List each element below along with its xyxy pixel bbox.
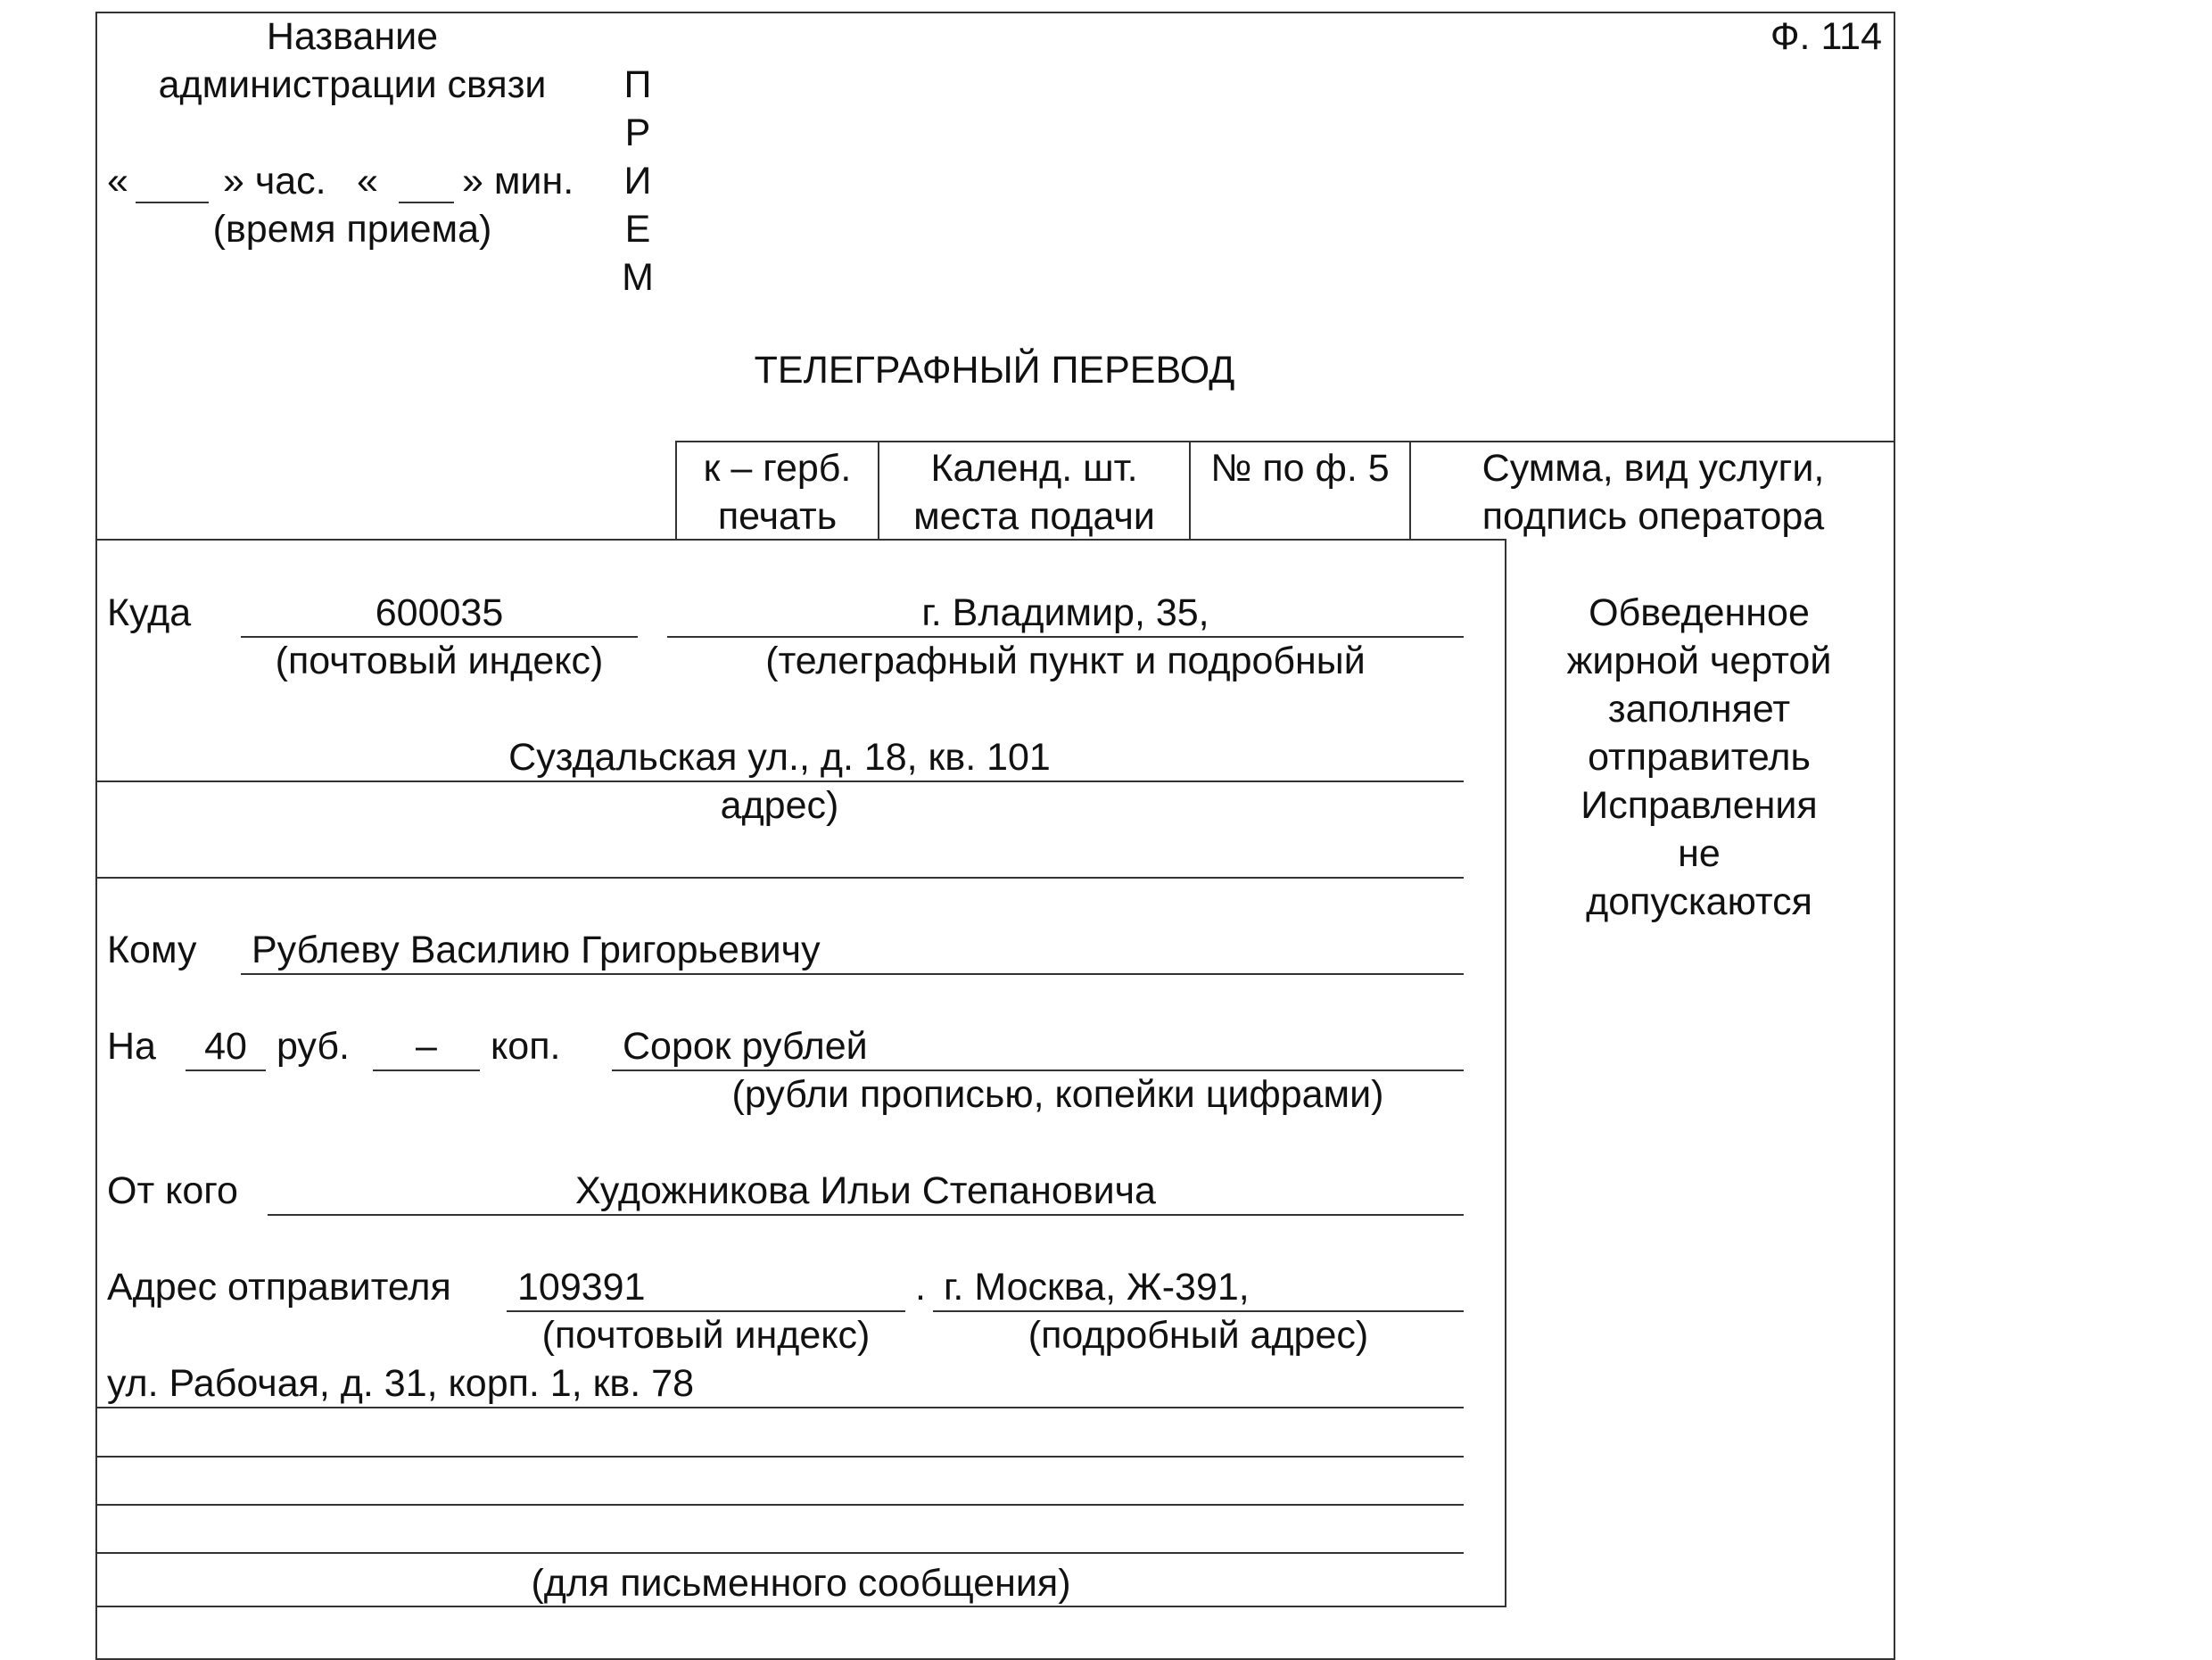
service-col-calendar-line2: места подачи (913, 495, 1155, 538)
service-col-stamp-line2: печать (717, 495, 838, 538)
message-caption: (для письменного сообщения) (531, 1562, 1071, 1605)
side-note-line6: не (1678, 832, 1721, 875)
minutes-close-label: » мин. (462, 160, 574, 202)
destination-postal-index-line (241, 636, 638, 638)
reception-letter-r: Р (624, 111, 651, 154)
side-note-line3: заполняет (1607, 688, 1791, 731)
amount-kopecks[interactable]: – (416, 1025, 437, 1068)
service-table-top (675, 441, 1895, 442)
message-line-3[interactable] (95, 1552, 1464, 1554)
sender-name-line (268, 1214, 1464, 1216)
admin-name-line2: администрации связи (158, 63, 547, 106)
recipient-name[interactable]: Рублеву Василию Григорьевичу (252, 929, 821, 971)
destination-extra-line (95, 877, 1464, 879)
sender-street[interactable]: ул. Рабочая, д. 31, корп. 1, кв. 78 (107, 1362, 694, 1405)
destination-city-line (667, 636, 1464, 638)
admin-name-line1: Название (266, 15, 439, 58)
form-number: Ф. 114 (1770, 15, 1882, 58)
hours-close-label: » час. (223, 160, 326, 202)
service-col-f5-line1: № по ф. 5 (1210, 447, 1390, 490)
service-col-amount-line2: подпись оператора (1482, 495, 1825, 538)
destination-address-caption-part2: адрес) (720, 784, 839, 827)
reception-letter-p: П (623, 63, 652, 106)
form-title: ТЕЛЕГРАФНЫЙ ПЕРЕВОД (754, 349, 1235, 392)
side-note-line7: допускаются (1586, 880, 1812, 923)
amount-label: На (107, 1025, 156, 1068)
reception-letter-e: Е (624, 208, 651, 251)
sender-name[interactable]: Художникова Ильи Степановича (575, 1169, 1156, 1212)
amount-rubles-line (186, 1070, 266, 1071)
sender-postal-index-caption: (почтовый индекс) (541, 1314, 871, 1357)
recipient-label: Кому (107, 929, 197, 971)
sender-address-label: Адрес отправителя (107, 1266, 451, 1309)
minutes-open-quote: « (357, 160, 378, 202)
service-col-amount-line1: Сумма, вид услуги, (1482, 447, 1825, 490)
destination-postal-index-caption: (почтовый индекс) (275, 640, 604, 682)
destination-address-caption-part1: (телеграфный пункт и подробный (765, 640, 1366, 682)
reception-letter-m: М (622, 256, 654, 299)
destination-label: Куда (107, 591, 192, 634)
destination-postal-index[interactable]: 600035 (375, 591, 504, 634)
amount-caption: (рубли прописью, копейки цифрами) (731, 1073, 1384, 1116)
amount-rubles[interactable]: 40 (204, 1025, 247, 1068)
reception-letter-i: И (623, 160, 652, 202)
amount-kopecks-line (373, 1070, 480, 1071)
amount-in-words[interactable]: Сорок рублей (623, 1025, 868, 1068)
amount-in-words-line (612, 1070, 1464, 1071)
service-col-calendar-line1: Календ. шт. (930, 447, 1138, 490)
minutes-blank[interactable] (399, 202, 454, 203)
sender-postal-index[interactable]: 109391 (517, 1266, 646, 1309)
sender-label: От кого (107, 1169, 238, 1212)
side-note-line4: отправитель (1588, 736, 1811, 779)
hours-blank[interactable] (136, 202, 209, 203)
destination-street-line (95, 780, 1464, 782)
destination-street[interactable]: Суздальская ул., д. 18, кв. 101 (508, 736, 1051, 779)
destination-city[interactable]: г. Владимир, 35, (921, 591, 1209, 634)
message-line-1[interactable] (95, 1456, 1464, 1458)
side-note-line2: жирной чертой (1566, 640, 1832, 682)
service-col-stamp-line1: к – герб. (703, 447, 852, 490)
hours-open-quote: « (107, 160, 128, 202)
recipient-name-line (241, 973, 1464, 975)
sender-address-caption: (подробный адрес) (1028, 1314, 1369, 1357)
sender-postal-index-line (507, 1310, 905, 1312)
sender-city[interactable]: г. Москва, Ж-391, (944, 1266, 1250, 1309)
amount-kopecks-unit: коп. (491, 1025, 561, 1068)
side-note-line5: Исправления (1581, 784, 1818, 827)
message-line-2[interactable] (95, 1504, 1464, 1506)
sender-address-separator: . (915, 1266, 926, 1309)
side-note-line1: Обведенное (1589, 591, 1810, 634)
time-caption: (время приема) (212, 208, 492, 251)
amount-rubles-unit: руб. (276, 1025, 350, 1068)
sender-city-line (933, 1310, 1464, 1312)
sender-street-line (95, 1407, 1464, 1408)
